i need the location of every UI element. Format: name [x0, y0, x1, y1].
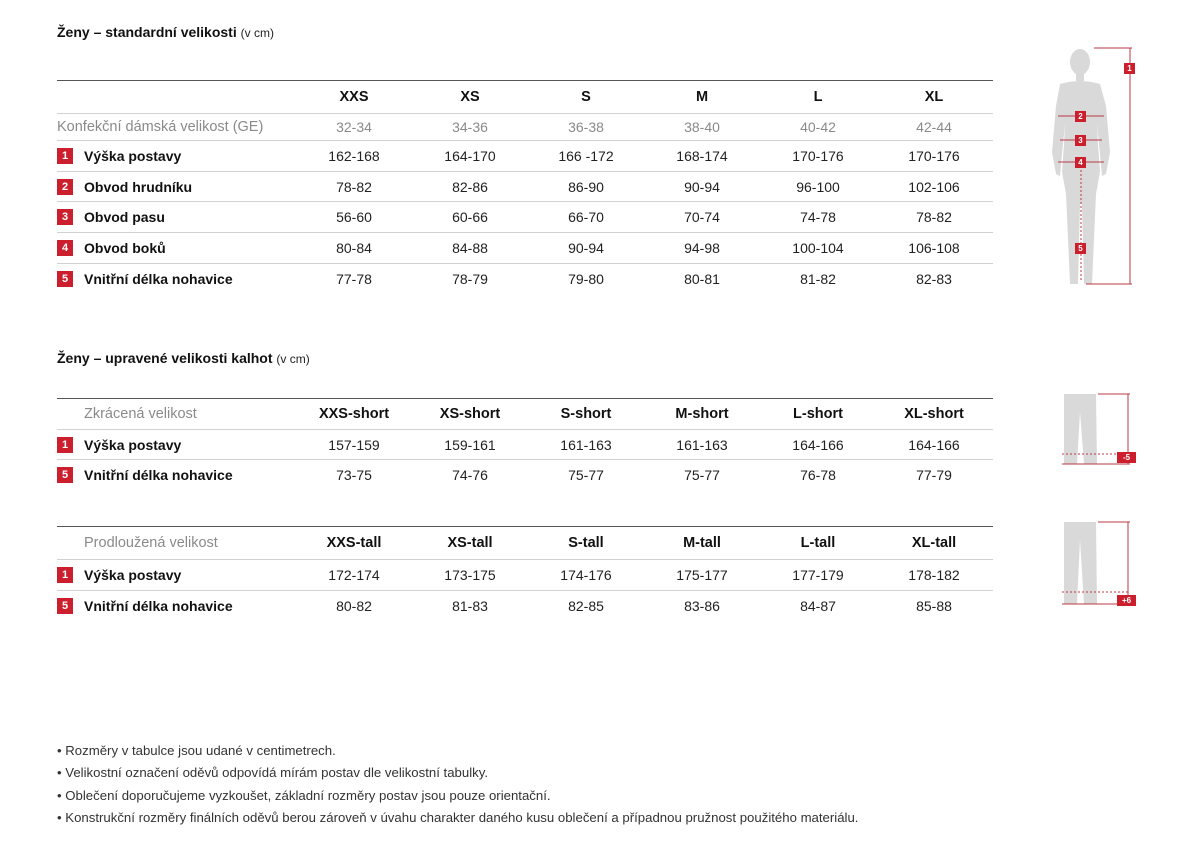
- table-cell: 73-75: [336, 467, 372, 484]
- table-cell: 74-76: [452, 467, 488, 484]
- table-row: [57, 233, 993, 264]
- table-header-row: [57, 81, 993, 114]
- table-cell: 77-78: [336, 270, 372, 287]
- table-cell: 77-79: [916, 467, 952, 484]
- row-label: [57, 460, 233, 490]
- table-cell: 56-60: [336, 209, 372, 226]
- table-cell: 78-82: [916, 209, 952, 226]
- size-header: L: [813, 89, 823, 105]
- table-cell: 84-87: [800, 597, 836, 614]
- table-cell: 162-168: [328, 147, 380, 164]
- row-label-text: Výška postavy: [84, 147, 182, 164]
- table-cell: 84-88: [452, 239, 488, 256]
- tall-label: Prodloužená velikost: [84, 535, 218, 551]
- table-row: [57, 460, 993, 490]
- table-cell: 170-176: [908, 147, 960, 164]
- table-cell: 170-176: [792, 147, 844, 164]
- size-header: L-tall: [800, 535, 836, 551]
- size-header: S-tall: [568, 535, 604, 551]
- size-header: XL-short: [904, 405, 964, 422]
- measure-tag: 2: [1075, 111, 1086, 122]
- row-label-text: Vnitřní délka nohavice: [84, 270, 233, 287]
- table-cell: 42-44: [916, 119, 952, 135]
- table-cell: 94-98: [684, 239, 720, 256]
- table-cell: 83-86: [684, 597, 720, 614]
- tall-size-table: [57, 526, 993, 620]
- size-header: S: [581, 89, 591, 105]
- table-cell: 168-174: [676, 147, 728, 164]
- number-badge: 4: [57, 240, 73, 256]
- row-label: [57, 141, 181, 171]
- table-cell: 178-182: [908, 566, 960, 583]
- table-cell: 90-94: [684, 178, 720, 195]
- table-cell: 86-90: [568, 178, 604, 195]
- table-cell: 60-66: [452, 209, 488, 226]
- short-tag: -5: [1117, 452, 1136, 463]
- table-cell: 81-83: [452, 597, 488, 614]
- number-badge: 2: [57, 179, 73, 195]
- table-cell: 74-78: [800, 209, 836, 226]
- table-cell: 32-34: [336, 119, 372, 135]
- table-cell: 78-79: [452, 270, 488, 287]
- row-label: [57, 591, 233, 621]
- number-badge: 5: [57, 467, 73, 483]
- table-row: [57, 172, 993, 203]
- table-cell: 174-176: [560, 566, 612, 583]
- size-header: S-short: [560, 405, 612, 422]
- table-cell: 82-83: [916, 270, 952, 287]
- table-cell: 34-36: [452, 119, 488, 135]
- size-header: M-tall: [683, 535, 721, 551]
- size-header: XL: [924, 89, 944, 105]
- table-row: [57, 202, 993, 233]
- number-badge: 1: [57, 567, 73, 583]
- table-cell: 96-100: [796, 178, 840, 195]
- section1-title-text: Ženy – standardní velikosti: [57, 24, 237, 40]
- section1-unit: (v cm): [240, 26, 274, 40]
- note-item: • Oblečení doporučujeme vyzkoušet, základní rozměry postav jsou pouze orientační.: [57, 787, 551, 803]
- row-label-text: Vnitřní délka nohavice: [84, 467, 233, 484]
- note-item: • Velikostní označení oděvů odpovídá mírám postav dle velikostní tabulky.: [57, 765, 489, 781]
- table-cell: 177-179: [792, 566, 844, 583]
- table-cell: 75-77: [568, 467, 604, 484]
- table-cell: 157-159: [328, 436, 380, 453]
- row-label: [57, 430, 181, 460]
- table-cell: 38-40: [684, 119, 720, 135]
- table-cell: 175-177: [676, 566, 728, 583]
- table-cell: 161-163: [560, 436, 612, 453]
- body-figure-icon: [1040, 44, 1150, 289]
- table-row-ge: [57, 114, 993, 141]
- section2-title: [57, 350, 310, 366]
- table-cell: 173-175: [444, 566, 496, 583]
- note-item: • Rozměry v tabulce jsou udané v centimetrech.: [57, 743, 336, 758]
- short-label: Zkrácená velikost: [84, 405, 197, 422]
- table-cell: 159-161: [444, 436, 496, 453]
- table-cell: 164-166: [792, 436, 844, 453]
- size-header: M: [695, 89, 709, 105]
- section1-title: [57, 24, 274, 40]
- measure-tag: 3: [1075, 135, 1086, 146]
- table-cell: 79-80: [568, 270, 604, 287]
- row-label: [57, 264, 233, 294]
- measure-tag: 5: [1075, 243, 1086, 254]
- number-badge: 3: [57, 209, 73, 225]
- table-header-row: [57, 527, 993, 560]
- number-badge: 1: [57, 437, 73, 453]
- standard-size-table: [57, 80, 993, 293]
- table-cell: 78-82: [336, 178, 372, 195]
- table-cell: 85-88: [916, 597, 952, 614]
- table-cell: 76-78: [800, 467, 836, 484]
- table-cell: 81-82: [800, 270, 836, 287]
- table-header-row: [57, 399, 993, 430]
- row-label-text: Vnitřní délka nohavice: [84, 597, 233, 614]
- row-label: [57, 202, 165, 232]
- number-badge: 5: [57, 271, 73, 287]
- table-cell: 172-174: [328, 566, 380, 583]
- table-row: [57, 560, 993, 591]
- section2-title-text: Ženy – upravené velikosti kalhot: [57, 350, 273, 366]
- row-label-text: Obvod hrudníku: [84, 178, 193, 195]
- measure-tag: 1: [1124, 63, 1135, 74]
- table-cell: 80-81: [684, 270, 720, 287]
- table-cell: 82-85: [568, 597, 604, 614]
- size-header: XS-short: [439, 405, 501, 422]
- table-cell: 161-163: [676, 436, 728, 453]
- measure-tag: 4: [1075, 157, 1086, 168]
- notes-list: [57, 740, 858, 829]
- size-header: M-short: [675, 405, 729, 422]
- table-cell: 36-38: [568, 119, 604, 135]
- table-cell: 106-108: [908, 239, 960, 256]
- size-header: XS-tall: [447, 535, 493, 551]
- table-row: [57, 430, 993, 461]
- table-cell: 164-166: [908, 436, 960, 453]
- ge-label: Konfekční dámská velikost (GE): [57, 119, 264, 135]
- table-cell: 66-70: [568, 209, 604, 226]
- table-cell: 102-106: [908, 178, 960, 195]
- table-cell: 164-170: [444, 147, 496, 164]
- table-cell: 80-84: [336, 239, 372, 256]
- table-row: [57, 141, 993, 172]
- row-label-text: Výška postavy: [84, 566, 182, 583]
- row-label: [57, 560, 181, 590]
- table-row: [57, 591, 993, 621]
- table-cell: 75-77: [684, 467, 720, 484]
- row-label-text: Obvod boků: [84, 239, 166, 256]
- number-badge: 5: [57, 598, 73, 614]
- size-header: XL-tall: [911, 535, 957, 551]
- section2-unit: (v cm): [276, 352, 310, 366]
- short-size-table: [57, 398, 993, 490]
- table-cell: 80-82: [336, 597, 372, 614]
- row-label-text: Výška postavy: [84, 436, 182, 453]
- size-header: XXS-short: [318, 405, 390, 422]
- table-row: [57, 264, 993, 294]
- table-cell: 100-104: [792, 239, 844, 256]
- table-cell: 40-42: [800, 119, 836, 135]
- number-badge: 1: [57, 148, 73, 164]
- row-label: [57, 172, 192, 202]
- size-header: XS: [460, 89, 480, 105]
- table-cell: 82-86: [452, 178, 488, 195]
- table-cell: 166 -172: [558, 147, 614, 164]
- note-item: • Konstrukční rozměry finálních oděvů berou zároveň v úvahu charakter daného kusu oblečení a případnou pružnost použitého materiálu.: [57, 809, 859, 825]
- table-cell: 90-94: [568, 239, 604, 256]
- row-label: [57, 233, 166, 263]
- size-header: XXS-tall: [326, 535, 382, 551]
- table-cell: 70-74: [684, 209, 720, 226]
- size-header: L-short: [793, 405, 843, 422]
- size-header: XXS: [339, 89, 369, 105]
- row-label-text: Obvod pasu: [84, 209, 165, 226]
- tall-tag: +6: [1117, 595, 1136, 606]
